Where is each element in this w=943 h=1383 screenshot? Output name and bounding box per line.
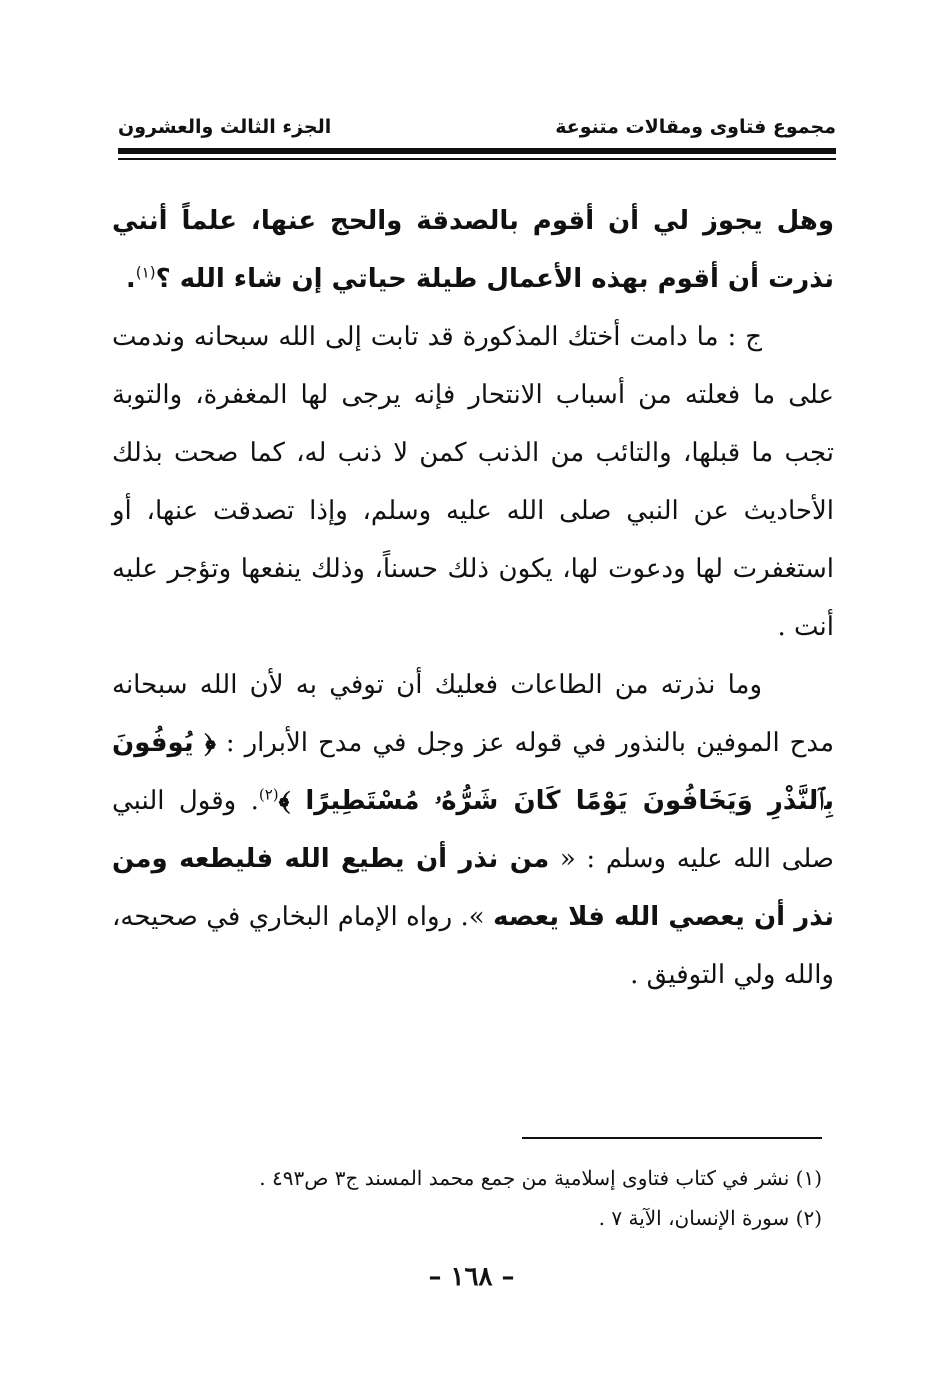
header-rule-thick [118,148,836,154]
question-paragraph [112,192,834,308]
answer-paragraph-1: ج : ما دامت أختك المذكورة قد تابت إلى الله سبحانه وندمت على ما فعلته من أسباب الانتحار فإنه يرجى لها المغفرة، والتوبة تجب ما قبلها، والتائب من الذنب كمن لا ذنب له، كما صحت بذلك الأحاديث عن النبي صلى الله عليه وسلم، وإذا تصدقت عنها، أو استغفرت لها ودعوت لها، يكون ذلك حسناً، وذلك ينفعها وتؤجر عليه أنت . [112,322,834,642]
running-header [118,112,836,142]
question-line-1: وهل يجوز لي أن أقوم بالصدقة والحج عنها، علماً أنني نذرت [112,206,834,294]
answer-2-part-3: ». رواه الإمام البخاري في صحيحه، والله ولي التوفيق . [112,902,834,990]
answer-2-part-2: . وقول النبي صلى الله عليه وسلم : « [112,786,835,874]
page-number: – ١٦٨ – [428,1262,515,1292]
hadith-quote: من نذر أن يطيع الله فليطعه ومن نذر أن يعصي الله فلا يعصه [112,844,834,932]
answer-paragraph-2 [112,656,834,1004]
quran-verse: ﴿ يُوفُونَ بِٱلنَّذْرِ وَيَخَافُونَ يَوْمًا كَانَ شَرُّهُۥ مُسْتَطِيرًا ﴾ [112,728,834,816]
header-volume-title: الجزء الثالث والعشرون [118,116,332,138]
footnote-ref-2: (٢) [258,785,279,804]
header-rule-thin [118,158,836,160]
header-book-title: مجموع فتاوى ومقالات متنوعة [555,116,836,138]
answer-2-part-1: وما نذرته من الطاعات فعليك أن توفي به لأن الله سبحانه مدح الموفين بالنذور في قوله عز وجل في مدح الأبرار : [112,670,834,758]
footnote-separator [522,1137,822,1139]
footnote-2: (٢) سورة الإنسان، الآية ٧ . [598,1206,822,1230]
footnote-ref-1: (١) [135,263,156,282]
main-text [112,192,834,1004]
question-line-2: أن أقوم بهذه الأعمال طيلة حياتي إن شاء الله ؟ [155,264,760,294]
footnotes [200,1158,822,1238]
footnote-1: (١) نشر في كتاب فتاوى إسلامية من جمع محمد المسند ج٣ ص٤٩٣ . [259,1166,822,1190]
question-end: . [125,264,136,294]
